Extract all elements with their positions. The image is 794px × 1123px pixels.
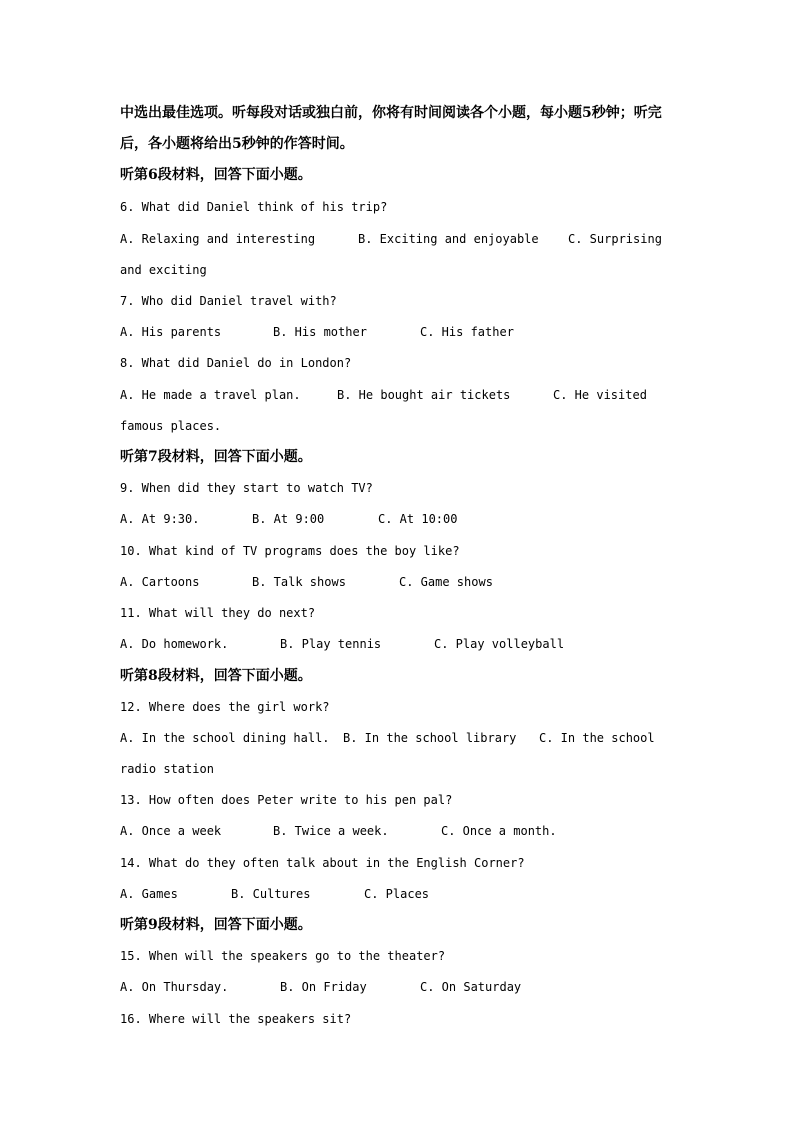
option-a: A. On Thursday. [120,980,229,994]
question-6: 6. What did Daniel think of his trip? [120,200,388,214]
option-b: B. He bought air tickets [337,388,511,402]
section-heading-7: 听第7段材料，回答下面小题。 [120,449,312,465]
option-c: C. Game shows [399,575,493,589]
option-b: B. At 9:00 [252,512,325,526]
question-14: 14. What do they often talk about in the English Corner? [120,856,525,870]
options-8-continued: famous places. [120,419,222,433]
option-b: B. Play tennis [280,637,382,651]
option-c: C. He visited [553,388,647,402]
option-b: B. In the school library [343,731,517,745]
option-b: B. His mother [273,325,367,339]
question-16: 16. Where will the speakers sit? [120,1012,352,1026]
options-6-continued: and exciting [120,263,207,277]
question-7: 7. Who did Daniel travel with? [120,294,337,308]
instruction-line-1: 中选出最佳选项。听每段对话或独白前，你将有时间阅读各个小题，每小题5秒钟；听完 [120,105,662,121]
question-10: 10. What kind of TV programs does the boy like? [120,544,460,558]
option-b: B. Exciting and enjoyable [358,232,539,246]
instruction-line-2: 后，各小题将给出5秒钟的作答时间。 [120,136,354,152]
question-9: 9. When did they start to watch TV? [120,481,373,495]
options-12-continued: radio station [120,762,214,776]
option-a: A. At 9:30. [120,512,200,526]
section-heading-6: 听第6段材料，回答下面小题。 [120,167,312,183]
option-c: C. On Saturday [420,980,522,994]
option-c: C. In the school [539,731,655,745]
option-a: A. His parents [120,325,222,339]
option-b: B. Cultures [231,887,311,901]
option-a: A. Cartoons [120,575,200,589]
question-15: 15. When will the speakers go to the theater? [120,949,446,963]
question-8: 8. What did Daniel do in London? [120,356,352,370]
option-c: C. Places [364,887,430,901]
question-13: 13. How often does Peter write to his pen pal? [120,793,453,807]
option-c: C. Surprising [568,232,662,246]
question-12: 12. Where does the girl work? [120,700,330,714]
option-a: A. Once a week [120,824,222,838]
section-heading-9: 听第9段材料，回答下面小题。 [120,917,312,933]
option-b: B. On Friday [280,980,367,994]
option-c: C. His father [420,325,514,339]
option-a: A. In the school dining hall. [120,731,330,745]
option-c: C. Play volleyball [434,637,565,651]
option-c: C. At 10:00 [378,512,458,526]
option-a: A. Relaxing and interesting [120,232,316,246]
section-heading-8: 听第8段材料，回答下面小题。 [120,668,312,684]
option-b: B. Twice a week. [273,824,389,838]
option-b: B. Talk shows [252,575,346,589]
option-a: A. Do homework. [120,637,229,651]
option-a: A. Games [120,887,178,901]
option-c: C. Once a month. [441,824,557,838]
question-11: 11. What will they do next? [120,606,316,620]
option-a: A. He made a travel plan. [120,388,301,402]
